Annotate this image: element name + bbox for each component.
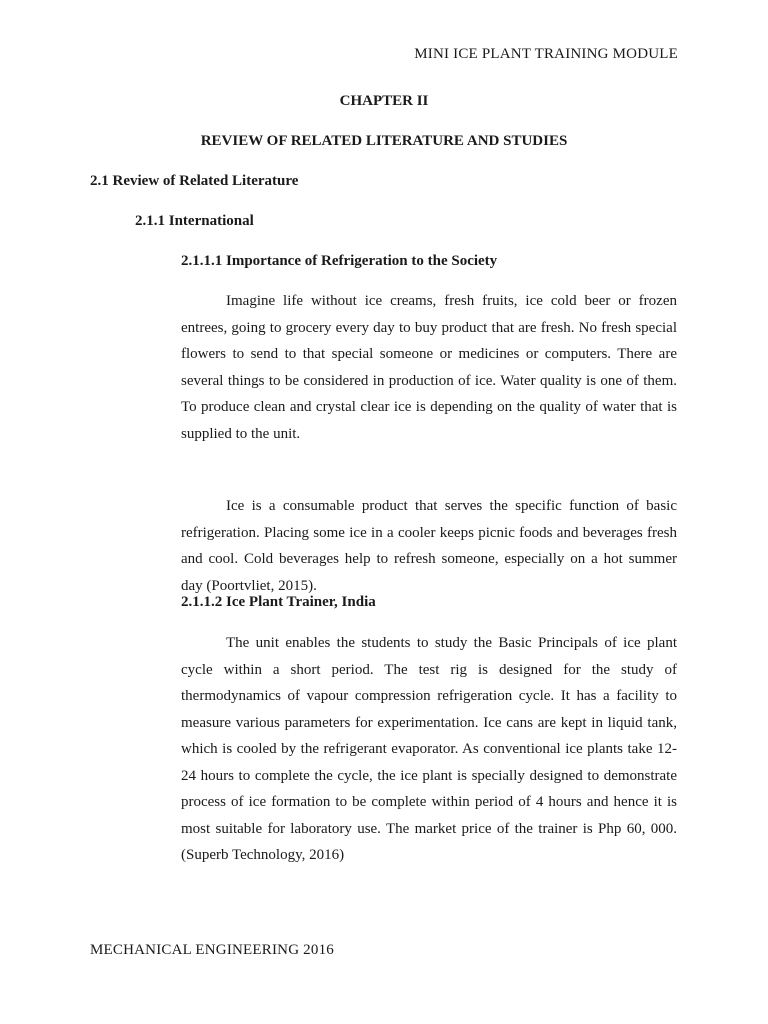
chapter-title: REVIEW OF RELATED LITERATURE AND STUDIES: [200, 133, 568, 149]
running-footer: MECHANICAL ENGINEERING 2016: [90, 942, 334, 958]
paragraph-refrigeration-importance: Imagine life without ice creams, fresh fruits, ice cold beer or frozen entrees, going to grocery every day to buy product that are fresh. No fresh special flowers to send to that special someone or medicines or computers. There are several things to be considered in production of ice. Water quality is one of them. To produce clean and crystal clear ice is depending on the quality of water that is supplied to the unit.: [181, 293, 677, 442]
paragraph-ice-plant-trainer: The unit enables the students to study the Basic Principals of ice plant cycle within a short period. The test rig is designed for the study of thermodynamics of vapour compression refrigeration cycle. It has a facility to measure various parameters for experimentation. Ice cans are kept in liquid tank, which is cooled by the refrigerant evaporator. As conventional ice plants take 12-24 hours to complete the cycle, the ice plant is specially designed to demonstrate process of ice formation to be complete within period of 4 hours and hence it is most suitable for laboratory use. The market price of the trainer is Php 60, 000. (Superb Technology, 2016): [181, 635, 677, 863]
running-header: MINI ICE PLANT TRAINING MODULE: [414, 46, 678, 62]
section-heading-2-1-1-2: 2.1.1.2 Ice Plant Trainer, India: [181, 594, 376, 610]
section-heading-2-1-1: 2.1.1 International: [135, 213, 254, 229]
section-heading-2-1-1-1: 2.1.1.1 Importance of Refrigeration to the Society: [181, 253, 498, 269]
section-heading-2-1: 2.1 Review of Related Literature: [90, 173, 299, 189]
paragraph-ice-consumable: Ice is a consumable product that serves the specific function of basic refrigeration. Placing some ice in a cooler keeps picnic foods and beverages fresh and cool. Cold beverages help to refresh someone, especially on a hot summer day (Poortvliet, 2015).: [181, 498, 677, 594]
chapter-label: CHAPTER II: [339, 93, 429, 109]
